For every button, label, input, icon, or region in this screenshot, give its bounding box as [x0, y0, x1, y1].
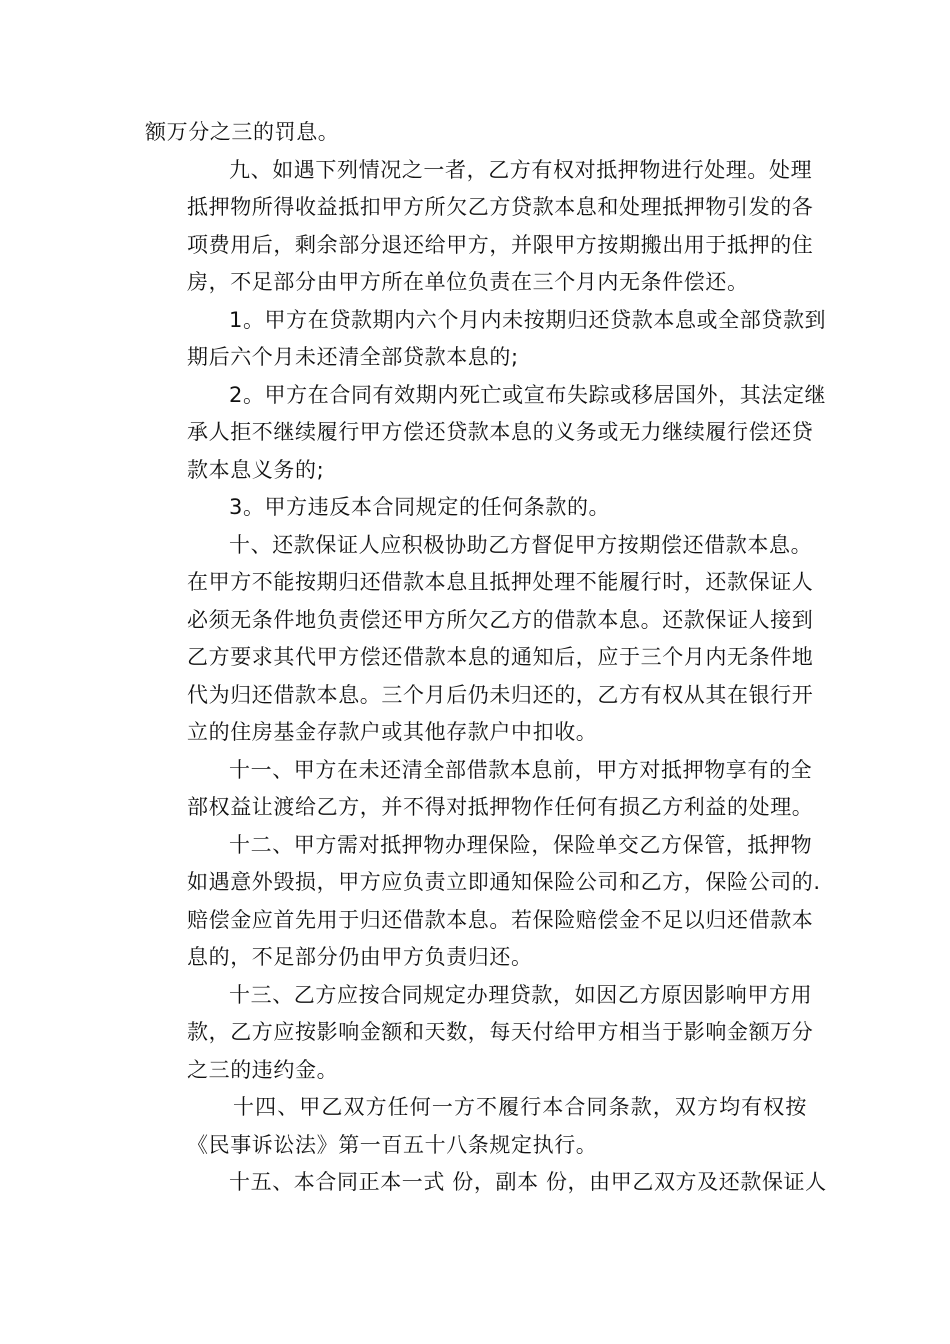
document-body [145, 114, 827, 1202]
clause-14 [145, 1089, 807, 1164]
text-line: 十二、甲方需对抵押物办理保险，保险单交乙方保管，抵押物 [229, 832, 813, 857]
text-line: 九、如遇下列情况之一者，乙方有权对抵押物进行处理。处理 [229, 157, 813, 182]
clause-9-item-1 [145, 302, 827, 377]
clause-10 [145, 527, 814, 752]
text-line: 项费用后，剩余部分退还给甲方，并限甲方按期搬出用于抵押的住 [187, 232, 814, 257]
text-line: 赔偿金应首先用于归还借款本息。若保险赔偿金不足以归还借款本 [187, 907, 814, 932]
clause-9-item-2 [145, 377, 827, 490]
text-line: 款，乙方应按影响金额和天数，每天付给甲方相当于影响金额万分 [187, 1020, 814, 1044]
paragraph-penalty-interest-end [145, 114, 807, 152]
clause-11 [145, 752, 814, 827]
clause-9-item-3 [145, 489, 807, 527]
text-line: 房，不足部分由甲方所在单位负责在三个月内无条件偿还。 [187, 270, 749, 294]
text-line: 期后六个月未还清全部贷款本息的; [187, 345, 519, 369]
text-line: 款本息义务的; [187, 457, 325, 482]
text-line: 乙方要求其代甲方偿还借款本息的通知后，应于三个月内无条件地 [187, 645, 814, 669]
text-line: 3。甲方违反本合同规定的任何条款的。 [229, 495, 611, 519]
text-line: 如遇意外毁损，甲方应负责立即通知保险公司和乙方，保险公司的. [187, 870, 821, 894]
text-line: 之三的违约金。 [187, 1057, 339, 1082]
clause-13 [145, 977, 814, 1090]
clause-9 [145, 152, 814, 302]
text-line: 代为归还借款本息。三个月后仍未归还的，乙方有权从其在银行开 [187, 682, 814, 707]
text-line: 立的住房基金存款户或其他存款户中扣收。 [187, 720, 598, 744]
text-line: 十、还款保证人应积极协助乙方督促甲方按期偿还借款本息。 [229, 532, 813, 557]
clause-15 [145, 1164, 827, 1202]
text-line: 必须无条件地负责偿还甲方所欠乙方的借款本息。还款保证人接到 [187, 607, 814, 632]
text-line: 2。甲方在合同有效期内死亡或宣布失踪或移居国外，其法定继 [229, 382, 827, 407]
text-line: 在甲方不能按期归还借款本息且抵押处理不能履行时，还款保证人 [187, 570, 814, 594]
text-line: 承人拒不继续履行甲方偿还贷款本息的义务或无力继续履行偿还贷 [187, 420, 814, 444]
text-line: 部权益让渡给乙方，并不得对抵押物作任何有损乙方利益的处理。 [187, 795, 814, 819]
text-line: 十四、甲乙双方任何一方不履行本合同条款，双方均有权按 [233, 1095, 807, 1119]
text-line: 《民事诉讼法》第一百五十八条规定执行。 [187, 1132, 598, 1157]
text-line: 十一、甲方在未还清全部借款本息前，甲方对抵押物享有的全 [229, 757, 813, 782]
text-line: 十三、乙方应按合同规定办理贷款，如因乙方原因影响甲方用 [229, 982, 813, 1007]
text-line: 十五、本合同正本一式 份，副本 份，由甲乙双方及还款保证人 [229, 1170, 827, 1194]
clause-12 [145, 827, 821, 977]
text-line: 额万分之三的罚息。 [145, 120, 340, 144]
text-line: 1。甲方在贷款期内六个月内未按期归还贷款本息或全部贷款到 [229, 307, 827, 332]
text-line: 抵押物所得收益抵扣甲方所欠乙方贷款本息和处理抵押物引发的各 [187, 195, 814, 219]
text-line: 息的，不足部分仍由甲方负责归还。 [187, 945, 533, 969]
